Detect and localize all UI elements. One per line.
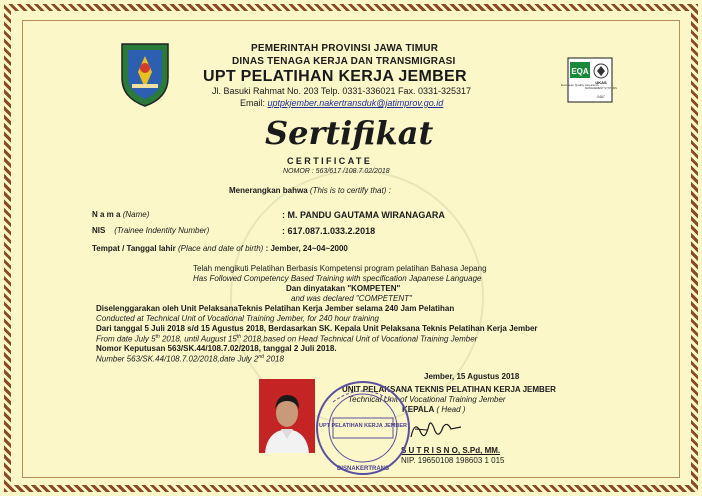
nis-label-en: (Trainee Indentity Number) [114, 226, 210, 235]
header-email-line [240, 98, 443, 108]
decree-number-en [96, 354, 284, 364]
signature-unit-en: Technical Unit of Vocational Training Jember [348, 395, 506, 404]
east-java-emblem-icon [118, 38, 172, 108]
date-range-en-sup1: th [155, 334, 160, 340]
intro-label: Menerangkan bahwa [229, 186, 308, 195]
decree-en-sup: nd [258, 354, 264, 360]
eqa-sub-text: European Quality Assurance [560, 83, 600, 87]
birth-label: Tempat / Tanggal lahir [92, 244, 176, 253]
birth-label-en: (Place and date of birth) [177, 244, 264, 253]
birth-value: : Jember, 24~04~2000 [265, 244, 348, 253]
date-range-en-b: 2018, until August 15 [159, 334, 237, 344]
stamp-bottom-text: DISNAKERTRANS [336, 466, 390, 472]
date-range-en-c: 2018,based on Head Technical Unit of Vocational Training Jember [241, 334, 478, 344]
certificate-title: Sertifikat [265, 114, 434, 152]
intro-label-en: (This is to certify that) : [309, 186, 391, 195]
stamp-inner-text: UPT PELATIHAN KERJA JEMBER [318, 423, 408, 429]
birth-label-row [92, 244, 348, 253]
competent-declaration-en: and was declared "COMPETENT" [291, 294, 412, 303]
ukas-text: UKAS [595, 80, 607, 85]
ukas-number: 0467 [597, 95, 605, 99]
date-range-en-sup2: th [236, 334, 242, 340]
decree-en-a: Number 563/SK.44/108.7.02/2018,date July 2 [96, 354, 259, 364]
nis-label-row [92, 226, 209, 235]
competent-declaration: Dan dinyatakan "KOMPETEN" [286, 284, 401, 293]
email-link[interactable]: uptpkjember.nakertransduk@jatimprov.go.id [267, 98, 444, 108]
certificate-number: NOMOR : 563/617 /108.7.02/2018 [283, 168, 390, 175]
header-province: PEMERINTAH PROVINSI JAWA TIMUR [251, 43, 439, 54]
nis-value: : 617.087.1.033.2.2018 [282, 226, 376, 236]
signature-unit: UNIT PELAKSANA TEKNIS PELATIHAN KERJA JEMBER [342, 385, 556, 394]
place-date: Jember, 15 Agustus 2018 [424, 372, 520, 381]
training-program-en: Has Followed Competency Based Training with specification Japanese Language [193, 274, 482, 283]
quality-badge [560, 58, 617, 107]
name-label: N a m a [92, 210, 121, 219]
signer-nip: NIP. 19650108 198603 1 015 [401, 456, 505, 465]
signature-role-en: ( Head ) [436, 405, 466, 414]
eqa-logo-text: EQA [571, 67, 589, 76]
organizer-line-en: Conducted at Technical Unit of Vocational Training Jember, for 240 hour training [96, 314, 379, 323]
organizer-line: Diselenggarakan oleh Unit PelaksanaTeknis Pelatihan Kerja Jember selama 240 Jam Pelatihan [96, 304, 455, 313]
decree-en-b: 2018 [263, 354, 284, 364]
handwritten-signature [405, 415, 465, 445]
date-range-en-a: From date July 5 [96, 334, 156, 344]
nis-label: NIS [92, 226, 106, 235]
header-address: Jl. Basuki Rahmat No. 203 Telp. 0331-336021 Fax. 0331-325317 [212, 86, 472, 96]
header-institution: UPT PELATIHAN KERJA JEMBER [203, 68, 467, 85]
signer-name: S U T R I S N O, S.Pd, MM. [401, 446, 501, 455]
header-department: DINAS TENAGA KERJA DAN TRANSMIGRASI [232, 56, 456, 67]
trainee-photo [259, 379, 315, 453]
certificate-subtitle: CERTIFICATE [287, 156, 373, 166]
date-range-line-en [96, 334, 477, 344]
intro-line [229, 186, 391, 195]
ukas-sub-text: MANAGEMENT SYSTEMS [585, 87, 617, 90]
email-label: Email: [240, 98, 266, 108]
name-label-row [92, 210, 149, 219]
training-program: Telah mengikuti Pelatihan Berbasis Kompetensi program pelatihan Bahasa Jepang [193, 264, 487, 273]
official-stamp [313, 378, 413, 478]
date-range-line: Dari tanggal 5 Juli 2018 s/d 15 Agustus 2018, Berdasarkan SK. Kepala Unit Pelaksana Teknis Pelatihan Kerja Jember [96, 324, 538, 333]
signature-role: KEPALA [402, 405, 435, 414]
name-value: : M. PANDU GAUTAMA WIRANAGARA [282, 210, 445, 220]
name-label-en: (Name) [122, 210, 150, 219]
decree-number: Nomor Keputusan 563/SK.44/108.7.02/2018, tanggal 2 Juli 2018. [96, 344, 337, 353]
